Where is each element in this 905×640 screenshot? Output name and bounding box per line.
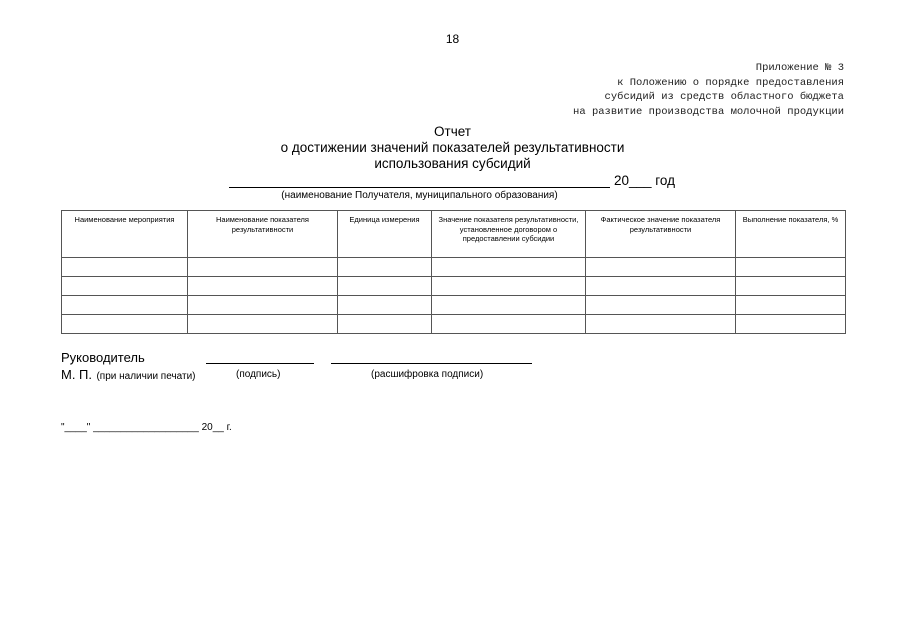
year-label: 20___ год bbox=[614, 173, 676, 188]
decode-caption: (расшифровка подписи) bbox=[371, 369, 484, 380]
page-number: 18 bbox=[445, 32, 460, 46]
table-cell[interactable] bbox=[62, 315, 188, 334]
title-line-3: использования субсидий bbox=[374, 156, 531, 171]
table-cell[interactable] bbox=[188, 296, 338, 315]
table-cell[interactable] bbox=[736, 296, 846, 315]
table-header-row bbox=[62, 211, 846, 258]
table-cell[interactable] bbox=[338, 258, 432, 277]
column-header: Единица измерения bbox=[338, 211, 432, 258]
column-header: Выполнение показателя, % bbox=[736, 211, 846, 258]
table-cell[interactable] bbox=[432, 315, 586, 334]
table-cell[interactable] bbox=[736, 277, 846, 296]
column-header: Наименование показателя результативности bbox=[188, 211, 338, 258]
column-header: Наименование мероприятия bbox=[62, 211, 188, 258]
title-line-1: Отчет bbox=[434, 124, 471, 139]
column-header: Значение показателя результативности, установленное договором о предоставлении субсидии bbox=[432, 211, 586, 258]
table-cell[interactable] bbox=[188, 258, 338, 277]
table-cell[interactable] bbox=[432, 258, 586, 277]
appendix-line: субсидий из средств областного бюджета bbox=[604, 91, 844, 103]
table-cell[interactable] bbox=[736, 315, 846, 334]
table-cell[interactable] bbox=[432, 277, 586, 296]
table-row bbox=[62, 296, 846, 315]
mp-label: М. П. bbox=[61, 367, 93, 382]
table-cell[interactable] bbox=[586, 258, 736, 277]
appendix-line: на развитие производства молочной продукции bbox=[573, 105, 844, 118]
appendix-line: Приложение № 3 bbox=[755, 62, 844, 74]
table-cell[interactable] bbox=[62, 277, 188, 296]
appendix-line: к Положению о порядке предоставления bbox=[617, 76, 844, 89]
table-cell[interactable] bbox=[62, 296, 188, 315]
signature-decode-field[interactable] bbox=[331, 350, 532, 364]
table-cell[interactable] bbox=[736, 258, 846, 277]
table-cell[interactable] bbox=[338, 277, 432, 296]
table-row bbox=[62, 258, 846, 277]
mp-note: (при наличии печати) bbox=[96, 371, 196, 382]
table-cell[interactable] bbox=[188, 277, 338, 296]
appendix-reference bbox=[573, 61, 844, 119]
recipient-caption: (наименование Получателя, муниципального образования) bbox=[281, 190, 558, 201]
recipient-year-line bbox=[229, 173, 689, 191]
report-table bbox=[61, 210, 846, 334]
sign-caption: (подпись) bbox=[236, 369, 281, 380]
table-cell[interactable] bbox=[338, 296, 432, 315]
column-header: Фактическое значение показателя результативности bbox=[586, 211, 736, 258]
table-cell[interactable] bbox=[586, 296, 736, 315]
date-line: "____" ___________________ 20__ г. bbox=[61, 422, 232, 433]
table-cell[interactable] bbox=[338, 315, 432, 334]
seal-line bbox=[61, 366, 196, 384]
head-label: Руководитель bbox=[61, 350, 145, 365]
recipient-name-field[interactable] bbox=[229, 187, 610, 188]
table-row bbox=[62, 315, 846, 334]
signature-field[interactable] bbox=[206, 350, 314, 364]
title-line-2: о достижении значений показателей результативности bbox=[280, 140, 625, 155]
table-row bbox=[62, 277, 846, 296]
table-cell[interactable] bbox=[586, 315, 736, 334]
table-cell[interactable] bbox=[188, 315, 338, 334]
table-cell[interactable] bbox=[432, 296, 586, 315]
table-cell[interactable] bbox=[586, 277, 736, 296]
table-cell[interactable] bbox=[62, 258, 188, 277]
report-title bbox=[0, 124, 905, 172]
